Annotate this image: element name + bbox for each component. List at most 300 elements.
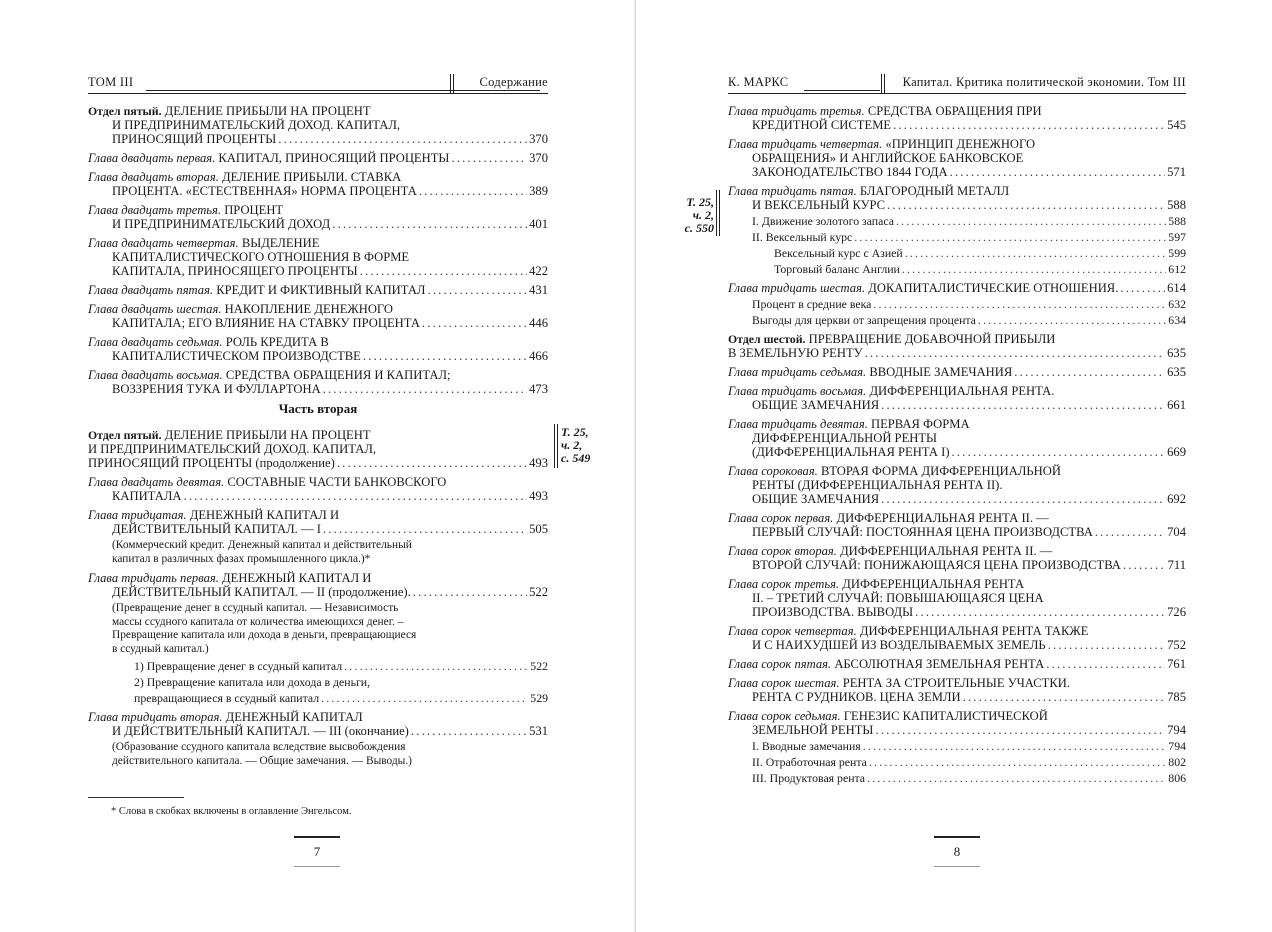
toc-line bbox=[728, 346, 1186, 360]
toc-entry bbox=[728, 676, 1186, 704]
page-ref: 473 bbox=[529, 382, 548, 396]
chapter-label: Глава тридцатая. bbox=[88, 508, 187, 522]
toc-title: Выгоды для церкви от запрещения процента bbox=[752, 313, 976, 327]
toc-line bbox=[728, 246, 1186, 260]
toc-entry bbox=[88, 475, 548, 503]
dot-leader bbox=[1048, 638, 1166, 652]
toc-line bbox=[728, 104, 1186, 118]
toc-line bbox=[88, 184, 548, 198]
chapter-label: Глава двадцать девятая. bbox=[88, 475, 225, 489]
toc-title: ВТОРОЙ СЛУЧАЙ: ПОНИЖАЮЩАЯСЯ ЦЕНА ПРОИЗВОДСТВА bbox=[752, 558, 1121, 572]
dot-leader bbox=[875, 723, 1165, 737]
toc-line bbox=[88, 236, 548, 250]
toc-line bbox=[728, 297, 1186, 311]
toc-title: КАПИТАЛА; ЕГО ВЛИЯНИЕ НА СТАВКУ ПРОЦЕНТА bbox=[112, 316, 420, 330]
dot-leader bbox=[863, 739, 1167, 753]
toc-line bbox=[728, 184, 1186, 198]
page-ref: 505 bbox=[529, 522, 548, 536]
toc-left bbox=[88, 104, 548, 773]
chapter-label: Глава двадцать седьмая. bbox=[88, 335, 223, 349]
toc-line bbox=[88, 522, 548, 536]
toc-entry bbox=[88, 710, 548, 768]
toc-line bbox=[88, 349, 548, 363]
toc-entry bbox=[728, 624, 1186, 652]
right-page bbox=[636, 0, 1272, 932]
chapter-label: Глава двадцать вторая. bbox=[88, 170, 219, 184]
toc-title: ПРОИЗВОДСТВА. ВЫВОДЫ bbox=[752, 605, 914, 619]
toc-entry bbox=[88, 203, 548, 231]
toc-title: ДИФФЕРЕНЦИАЛЬНОЙ РЕНТЫ bbox=[752, 431, 938, 445]
toc-title: Глава сорок пятая. АБСОЛЮТНАЯ ЗЕМЕЛЬНАЯ РЕНТА bbox=[728, 657, 1045, 671]
chapter-label: Глава тридцать вторая. bbox=[88, 710, 223, 724]
page-ref: 599 bbox=[1168, 246, 1186, 260]
toc-entry bbox=[728, 281, 1186, 327]
page-ref: 389 bbox=[529, 184, 548, 198]
toc-title: И ПРЕДПРИНИМАТЕЛЬСКИЙ ДОХОД. КАПИТАЛ, bbox=[112, 118, 401, 132]
page-ref: 529 bbox=[530, 691, 548, 705]
toc-title: ОБЩИЕ ЗАМЕЧАНИЯ bbox=[752, 398, 880, 412]
toc-line bbox=[728, 332, 1186, 346]
dot-leader bbox=[278, 132, 527, 146]
toc-title: РЕНТЫ (ДИФФЕРЕНЦИАЛЬНАЯ РЕНТА II). bbox=[752, 478, 1003, 492]
page-ref: 752 bbox=[1167, 638, 1186, 652]
toc-line bbox=[88, 302, 548, 316]
toc-line bbox=[728, 151, 1186, 165]
dot-leader bbox=[873, 297, 1166, 311]
toc-title: Глава двадцать девятая. СОСТАВНЫЕ ЧАСТИ БАНКОВСКОГО bbox=[88, 475, 447, 489]
dot-leader bbox=[419, 184, 527, 198]
toc-line bbox=[88, 475, 548, 489]
running-head-volume: ТОМ III bbox=[88, 75, 134, 89]
toc-line bbox=[728, 591, 1186, 605]
page-ref: 802 bbox=[1168, 755, 1186, 769]
toc-title: Глава тридцать первая. ДЕНЕЖНЫЙ КАПИТАЛ И bbox=[88, 571, 372, 585]
toc-line bbox=[728, 313, 1186, 327]
toc-entry bbox=[728, 384, 1186, 412]
chapter-label: Глава тридцать восьмая. bbox=[728, 384, 867, 398]
chapter-label: Глава тридцать третья. bbox=[728, 104, 865, 118]
toc-title: Глава сорок первая. ДИФФЕРЕНЦИАЛЬНАЯ РЕНТА II. — bbox=[728, 511, 1049, 525]
toc-line bbox=[88, 132, 548, 146]
page-ref: 632 bbox=[1168, 297, 1186, 311]
page-ref: 370 bbox=[529, 151, 548, 165]
dot-leader bbox=[950, 165, 1166, 179]
toc-entry bbox=[728, 417, 1186, 459]
dot-leader bbox=[1123, 558, 1166, 572]
toc-line bbox=[728, 118, 1186, 132]
running-head-left bbox=[88, 72, 548, 94]
toc-title: 2) Превращение капитала или дохода в деньги, bbox=[134, 675, 371, 689]
toc-line bbox=[88, 659, 548, 673]
toc-line bbox=[728, 398, 1186, 412]
toc-title: Глава сорок шестая. РЕНТА ЗА СТРОИТЕЛЬНЫЕ УЧАСТКИ. bbox=[728, 676, 1071, 690]
toc-title: ОБРАЩЕНИЯ» И АНГЛИЙСКОЕ БАНКОВСКОЕ bbox=[752, 151, 1024, 165]
toc-title: (ДИФФЕРЕНЦИАЛЬНАЯ РЕНТА I) bbox=[752, 445, 950, 459]
toc-line bbox=[728, 214, 1186, 228]
dot-leader bbox=[881, 492, 1165, 506]
running-head-right bbox=[728, 72, 1186, 94]
toc-entry bbox=[88, 104, 548, 146]
page-ref: 522 bbox=[530, 659, 548, 673]
chapter-label: Глава сорок первая. bbox=[728, 511, 834, 525]
toc-title: В ЗЕМЕЛЬНУЮ РЕНТУ bbox=[728, 346, 863, 360]
toc-line bbox=[728, 755, 1186, 769]
dot-leader bbox=[915, 605, 1165, 619]
toc-line bbox=[88, 217, 548, 231]
page-ref: 612 bbox=[1168, 262, 1186, 276]
running-head-section: Содержание bbox=[479, 75, 548, 89]
page-ref: 422 bbox=[529, 264, 548, 278]
toc-line bbox=[728, 165, 1186, 179]
toc-title: Глава тридцать четвертая. «ПРИНЦИП ДЕНЕЖНОГО bbox=[728, 137, 1036, 151]
dot-leader bbox=[963, 690, 1166, 704]
page-ref: 635 bbox=[1167, 365, 1186, 379]
page-ref: 493 bbox=[529, 456, 548, 470]
toc-line bbox=[88, 335, 548, 349]
toc-title: Глава тридцать третья. СРЕДСТВА ОБРАЩЕНИЯ ПРИ bbox=[728, 104, 1042, 118]
toc-line bbox=[88, 316, 548, 330]
toc-line bbox=[88, 104, 548, 118]
dot-leader bbox=[411, 724, 527, 738]
toc-title: Глава сорок третья. ДИФФЕРЕНЦИАЛЬНАЯ РЕНТА bbox=[728, 577, 1025, 591]
toc-entry bbox=[728, 464, 1186, 506]
page-ref: 401 bbox=[529, 217, 548, 231]
dot-leader bbox=[332, 217, 527, 231]
toc-line bbox=[728, 558, 1186, 572]
toc-title: ЗЕМЕЛЬНОЙ РЕНТЫ bbox=[752, 723, 874, 737]
toc-line bbox=[728, 492, 1186, 506]
dot-leader bbox=[183, 489, 527, 503]
page-number-right: 8 bbox=[934, 836, 980, 867]
toc-title: ДЕЙСТВИТЕЛЬНЫЙ КАПИТАЛ. — II (продолжение). bbox=[112, 585, 411, 599]
chapter-label: Глава сорок шестая. bbox=[728, 676, 840, 690]
chapter-label: Глава сорок вторая. bbox=[728, 544, 837, 558]
margin-note-left: Т. 25, ч. 2, с. 549 bbox=[561, 425, 591, 465]
dot-leader bbox=[865, 346, 1166, 360]
part-title: Часть вторая bbox=[278, 401, 358, 416]
toc-title: КАПИТАЛИСТИЧЕСКОМ ПРОИЗВОДСТВЕ bbox=[112, 349, 361, 363]
toc-title: Отдел пятый. ДЕЛЕНИЕ ПРИБЫЛИ НА ПРОЦЕНТ bbox=[88, 104, 371, 118]
toc-entry bbox=[728, 365, 1186, 379]
chapter-label: Глава тридцать девятая. bbox=[728, 417, 868, 431]
section-label: Отдел пятый. bbox=[88, 428, 162, 442]
toc-line bbox=[728, 137, 1186, 151]
toc-title: Глава тридцать вторая. ДЕНЕЖНЫЙ КАПИТАЛ bbox=[88, 710, 363, 724]
page-ref: 669 bbox=[1167, 445, 1186, 459]
toc-line bbox=[728, 464, 1186, 478]
toc-right bbox=[728, 104, 1186, 790]
page-ref: 635 bbox=[1167, 346, 1186, 360]
chapter-label: Глава двадцать пятая. bbox=[88, 283, 214, 297]
toc-line bbox=[88, 170, 548, 184]
running-head-title: Капитал. Критика политической экономии. Том III bbox=[902, 75, 1186, 89]
toc-note: (Обрaзование ссудного капитала вследствие высвобождения действительного капитала. — Общие замечания. — Выводы.) bbox=[112, 741, 412, 767]
toc-entry bbox=[88, 283, 548, 297]
chapter-label: Глава тридцать первая. bbox=[88, 571, 219, 585]
toc-line bbox=[88, 710, 548, 724]
chapter-label: Глава двадцать шестая. bbox=[88, 302, 222, 316]
page-ref: 704 bbox=[1167, 525, 1186, 539]
toc-title: Глава двадцать шестая. НАКОПЛЕНИЕ ДЕНЕЖНОГО bbox=[88, 302, 393, 316]
toc-line bbox=[728, 676, 1186, 690]
toc-title: Глава тридцать девятая. ПЕРВАЯ ФОРМА bbox=[728, 417, 970, 431]
dot-leader bbox=[887, 198, 1165, 212]
toc-entry bbox=[88, 302, 548, 330]
dot-leader bbox=[854, 230, 1166, 244]
toc-title: Глава сороковая. ВТОРАЯ ФОРМА ДИФФЕРЕНЦИАЛЬНОЙ bbox=[728, 464, 1061, 478]
toc-entry bbox=[728, 104, 1186, 132]
dot-leader bbox=[905, 246, 1167, 260]
toc-line bbox=[728, 577, 1186, 591]
chapter-label: Глава тридцать шестая. bbox=[728, 281, 866, 295]
toc-entry bbox=[728, 577, 1186, 619]
toc-entry bbox=[88, 368, 548, 396]
toc-title: Глава тридцать седьмая. ВВОДНЫЕ ЗАМЕЧАНИЯ bbox=[728, 365, 1013, 379]
toc-title: II. – ТРЕТИЙ СЛУЧАЙ: ПОВЫШАЮЩАЯСЯ ЦЕНА bbox=[752, 591, 1044, 605]
dot-leader bbox=[893, 118, 1165, 132]
page-ref: 466 bbox=[529, 349, 548, 363]
page-ref: 597 bbox=[1168, 230, 1186, 244]
chapter-label: Глава двадцать первая. bbox=[88, 151, 216, 165]
toc-entry bbox=[728, 137, 1186, 179]
toc-title: И ПРЕДПРИНИМАТЕЛЬСКИЙ ДОХОД. КАПИТАЛ, bbox=[88, 442, 377, 456]
toc-line bbox=[728, 281, 1186, 295]
toc-title: Глава двадцать седьмая. РОЛЬ КРЕДИТА В bbox=[88, 335, 329, 349]
dot-leader bbox=[323, 522, 527, 536]
toc-entry bbox=[728, 511, 1186, 539]
toc-title: 1) Превращение денег в ссудный капитал bbox=[134, 659, 343, 673]
toc-title: ПРИНОСЯЩИЙ ПРОЦЕНТЫ (продолжение) bbox=[88, 456, 335, 470]
toc-line bbox=[728, 511, 1186, 525]
dot-leader bbox=[337, 456, 527, 470]
section-label: Отдел пятый. bbox=[88, 104, 162, 118]
toc-entry bbox=[88, 335, 548, 363]
toc-title: КАПИТАЛА, ПРИНОСЯЩЕГО ПРОЦЕНТЫ bbox=[112, 264, 358, 278]
dot-leader bbox=[867, 771, 1166, 785]
toc-line bbox=[728, 544, 1186, 558]
toc-title: ПЕРВЫЙ СЛУЧАЙ: ПОСТОЯННАЯ ЦЕНА ПРОИЗВОДСТВА bbox=[752, 525, 1093, 539]
toc-line bbox=[728, 445, 1186, 459]
chapter-label: Глава тридцать четвертая. bbox=[728, 137, 883, 151]
toc-title: Глава тридцатая. ДЕНЕЖНЫЙ КАПИТАЛ И bbox=[88, 508, 340, 522]
page-ref: 692 bbox=[1167, 492, 1186, 506]
toc-line bbox=[88, 151, 548, 165]
toc-title: Процент в средние века bbox=[752, 297, 872, 311]
dot-leader bbox=[1120, 281, 1165, 295]
page-ref: 711 bbox=[1167, 558, 1186, 572]
toc-line bbox=[728, 525, 1186, 539]
toc-title: превращающиеся в ссудный капитал bbox=[134, 691, 320, 705]
toc-title: Глава двадцать восьмая. СРЕДСТВА ОБРАЩЕНИЯ И КАПИТАЛ; bbox=[88, 368, 451, 382]
chapter-label: Глава сорок пятая. bbox=[728, 657, 832, 671]
toc-note: (Коммерческий кредит. Денежный капитал и действительный капитал в различных фазах промышленного цикла.)* bbox=[112, 539, 412, 565]
toc-line bbox=[728, 723, 1186, 737]
toc-entry bbox=[88, 236, 548, 278]
toc-line bbox=[88, 675, 548, 689]
toc-title: ДЕЙСТВИТЕЛЬНЫЙ КАПИТАЛ. — I bbox=[112, 522, 321, 536]
toc-line bbox=[728, 739, 1186, 753]
toc-title: И С НАИХУДШЕЙ ИЗ ВОЗДЕЛЫВАЕМЫХ ЗЕМЕЛЬ bbox=[752, 638, 1046, 652]
toc-line bbox=[88, 283, 548, 297]
dot-leader bbox=[902, 262, 1166, 276]
toc-entry bbox=[728, 657, 1186, 671]
chapter-label: Глава сороковая. bbox=[728, 464, 818, 478]
dot-leader bbox=[323, 382, 527, 396]
toc-title: Торговый баланс Англии bbox=[774, 262, 900, 276]
toc-line bbox=[728, 365, 1186, 379]
chapter-label: Глава тридцать седьмая. bbox=[728, 365, 867, 379]
dot-leader bbox=[869, 755, 1166, 769]
toc-title: Глава двадцать вторая. ДЕЛЕНИЕ ПРИБЫЛИ. СТАВКА bbox=[88, 170, 402, 184]
toc-line bbox=[728, 431, 1186, 445]
toc-line bbox=[88, 585, 548, 599]
page-ref: 522 bbox=[529, 585, 548, 599]
toc-title: И ПРЕДПРИНИМАТЕЛЬСКИЙ ДОХОД bbox=[112, 217, 331, 231]
dot-leader bbox=[952, 445, 1166, 459]
chapter-label: Глава тридцать пятая. bbox=[728, 184, 857, 198]
toc-title: Глава двадцать первая. КАПИТАЛ, ПРИНОСЯЩИЙ ПРОЦЕНТЫ bbox=[88, 151, 450, 165]
toc-title: Глава тридцать шестая. ДОКАПИТАЛИСТИЧЕСКИЕ ОТНОШЕНИЯ. bbox=[728, 281, 1119, 295]
toc-title: Глава сорок седьмая. ГЕНЕЗИС КАПИТАЛИСТИЧЕСКОЙ bbox=[728, 709, 1048, 723]
toc-line bbox=[728, 417, 1186, 431]
toc-title: ОБЩИЕ ЗАМЕЧАНИЯ bbox=[752, 492, 880, 506]
toc-line bbox=[728, 605, 1186, 619]
toc-line bbox=[88, 118, 548, 132]
toc-line bbox=[88, 571, 548, 585]
toc-title: КАПИТАЛИСТИЧЕСКОГО ОТНОШЕНИЯ В ФОРМЕ bbox=[112, 250, 410, 264]
toc-entry bbox=[728, 709, 1186, 785]
page-ref: 493 bbox=[529, 489, 548, 503]
dot-leader bbox=[422, 316, 527, 330]
toc-entry bbox=[88, 508, 548, 566]
toc-title: II. Вексельный курс bbox=[752, 230, 853, 244]
toc-line bbox=[88, 691, 548, 705]
toc-title: Глава двадцать четвертая. ВЫДЕЛЕНИЕ bbox=[88, 236, 320, 250]
toc-entry bbox=[88, 170, 548, 198]
toc-line bbox=[728, 624, 1186, 638]
toc-line bbox=[728, 690, 1186, 704]
toc-line bbox=[728, 638, 1186, 652]
toc-line bbox=[88, 489, 548, 503]
dot-leader bbox=[1046, 657, 1165, 671]
page-ref: 531 bbox=[529, 724, 548, 738]
toc-line bbox=[728, 478, 1186, 492]
dot-leader bbox=[427, 283, 527, 297]
toc-line bbox=[88, 382, 548, 396]
toc-title: КРЕДИТНОЙ СИСТЕМЕ bbox=[752, 118, 892, 132]
toc-title: I. Вводные замечания bbox=[752, 739, 861, 753]
chapter-label: Глава сорок седьмая. bbox=[728, 709, 841, 723]
page-ref: 370 bbox=[529, 132, 548, 146]
page-ref: 806 bbox=[1168, 771, 1186, 785]
toc-title: И ВЕКСЕЛЬНЫЙ КУРС bbox=[752, 198, 886, 212]
dot-leader bbox=[344, 659, 528, 673]
chapter-label: Глава двадцать третья. bbox=[88, 203, 222, 217]
toc-title: ВОЗЗРЕНИЯ ТУКА И ФУЛЛАРТОНА bbox=[112, 382, 321, 396]
page-ref: 588 bbox=[1168, 214, 1186, 228]
footnote-rule bbox=[88, 797, 184, 798]
toc-title: ЗАКОНОДАТЕЛЬСТВО 1844 ГОДА bbox=[752, 165, 948, 179]
toc-line bbox=[728, 198, 1186, 212]
toc-title: Глава сорок вторая. ДИФФЕРЕНЦИАЛЬНАЯ РЕНТА II. — bbox=[728, 544, 1053, 558]
chapter-label: Глава двадцать четвертая. bbox=[88, 236, 239, 250]
dot-leader bbox=[413, 585, 527, 599]
toc-line bbox=[88, 250, 548, 264]
running-head-author: К. МАРКС bbox=[728, 75, 789, 89]
page-ref: 794 bbox=[1167, 723, 1186, 737]
toc-entry bbox=[88, 151, 548, 165]
toc-line bbox=[728, 262, 1186, 276]
page-ref: 661 bbox=[1167, 398, 1186, 412]
toc-title: Глава двадцать третья. ПРОЦЕНТ bbox=[88, 203, 284, 217]
toc-title: Вексельный курс с Азией bbox=[774, 246, 903, 260]
toc-title: ПРИНОСЯЩИЙ ПРОЦЕНТЫ bbox=[112, 132, 277, 146]
margin-note-right: Т. 25, ч. 2, с. 550 bbox=[684, 195, 714, 235]
toc-title: РЕНТА С РУДНИКОВ. ЦЕНА ЗЕМЛИ bbox=[752, 690, 961, 704]
toc-line bbox=[88, 264, 548, 278]
page-number-left: 7 bbox=[294, 836, 340, 867]
dot-leader bbox=[881, 398, 1165, 412]
toc-line bbox=[88, 442, 548, 456]
toc-entry bbox=[88, 571, 548, 705]
toc-line bbox=[728, 709, 1186, 723]
dot-leader bbox=[321, 691, 528, 705]
toc-line bbox=[728, 384, 1186, 398]
toc-title: КАПИТАЛА bbox=[112, 489, 182, 503]
dot-leader bbox=[360, 264, 527, 278]
toc-entry bbox=[728, 332, 1186, 360]
toc-entry bbox=[728, 184, 1186, 276]
toc-title: III. Продуктовая рента bbox=[752, 771, 866, 785]
toc-line bbox=[728, 230, 1186, 244]
toc-title: Отдел шестой. ПРЕВРАЩЕНИЕ ДОБАВОЧНОЙ ПРИБЫЛИ bbox=[728, 332, 1056, 346]
page-ref: 571 bbox=[1167, 165, 1186, 179]
toc-line bbox=[88, 368, 548, 382]
page-ref: 431 bbox=[529, 283, 548, 297]
toc-line bbox=[88, 724, 548, 738]
toc-line bbox=[88, 456, 548, 470]
toc-title: Глава сорок четвертая. ДИФФЕРЕНЦИАЛЬНАЯ РЕНТА ТАКЖЕ bbox=[728, 624, 1089, 638]
toc-line bbox=[728, 771, 1186, 785]
page-ref: 446 bbox=[529, 316, 548, 330]
page-ref: 794 bbox=[1168, 739, 1186, 753]
chapter-label: Глава двадцать восьмая. bbox=[88, 368, 223, 382]
toc-line bbox=[728, 657, 1186, 671]
toc-title: Глава тридцать пятая. БЛАГОРОДНЫЙ МЕТАЛЛ bbox=[728, 184, 1010, 198]
toc-entry bbox=[728, 544, 1186, 572]
page-ref: 726 bbox=[1167, 605, 1186, 619]
toc-line bbox=[88, 428, 548, 442]
page-ref: 545 bbox=[1167, 118, 1186, 132]
toc-title: И ДЕЙСТВИТЕЛЬНЫЙ КАПИТАЛ. — III (окончание) bbox=[112, 724, 409, 738]
toc-entry bbox=[88, 428, 548, 470]
footnote: * Слова в скобках включены в оглавление Энгельсом. bbox=[111, 806, 352, 817]
toc-line bbox=[88, 203, 548, 217]
page-ref: 761 bbox=[1167, 657, 1186, 671]
dot-leader bbox=[978, 313, 1166, 327]
toc-title: I. Движение золотого запаса bbox=[752, 214, 894, 228]
toc-title: Глава двадцать пятая. КРЕДИТ И ФИКТИВНЫЙ КАПИТАЛ bbox=[88, 283, 426, 297]
page-ref: 588 bbox=[1167, 198, 1186, 212]
toc-title: Глава тридцать восьмая. ДИФФЕРЕНЦИАЛЬНАЯ РЕНТА. bbox=[728, 384, 1055, 398]
toc-title: Отдел пятый. ДЕЛЕНИЕ ПРИБЫЛИ НА ПРОЦЕНТ bbox=[88, 428, 371, 442]
dot-leader bbox=[1095, 525, 1165, 539]
toc-line bbox=[88, 508, 548, 522]
chapter-label: Глава сорок четвертая. bbox=[728, 624, 857, 638]
toc-note: (Превращение денег в ссудный капитал. — Независимость массы ссудного капитала от количества имеющихся денег. – Превращение капитала или дохода в деньги, превращающиеся в ссудный капитал.) bbox=[112, 602, 417, 655]
section-label: Отдел шестой. bbox=[728, 332, 806, 346]
dot-leader bbox=[1014, 365, 1165, 379]
